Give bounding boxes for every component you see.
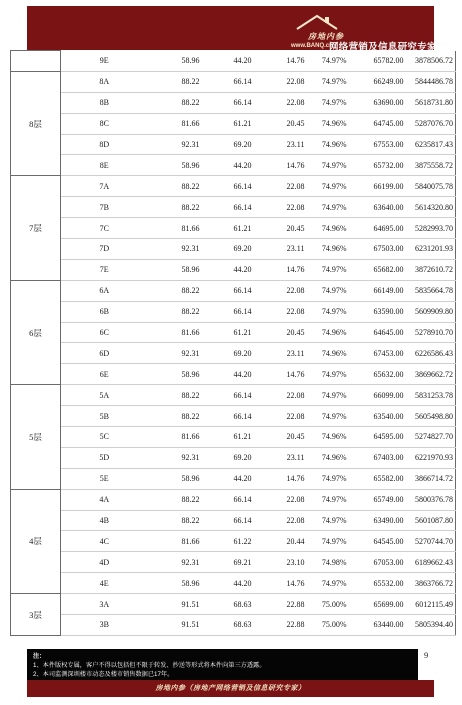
value-cell: 3869662.72 (406, 364, 456, 385)
value-cell: 22.08 (254, 280, 307, 301)
value-cell: 22.08 (254, 71, 307, 92)
value-cell: 88.22 (148, 197, 202, 218)
unit-id-cell: 3B (61, 615, 148, 636)
floor-label: 7层 (11, 176, 61, 280)
value-cell: 74.97% (307, 71, 349, 92)
value-cell: 74.97% (307, 259, 349, 280)
value-cell: 81.66 (148, 113, 202, 134)
value-cell: 44.20 (202, 468, 254, 489)
value-cell: 5800376.78 (406, 489, 456, 510)
value-cell: 58.96 (148, 364, 202, 385)
value-cell: 74.97% (307, 385, 349, 406)
value-cell: 66099.00 (349, 385, 406, 406)
value-cell: 65699.00 (349, 594, 406, 615)
footer-banner (27, 680, 434, 697)
value-cell: 67053.00 (349, 552, 406, 573)
value-cell: 5278910.70 (406, 322, 456, 343)
value-cell: 5270744.70 (406, 531, 456, 552)
value-cell: 22.08 (254, 92, 307, 113)
value-cell: 65632.00 (349, 364, 406, 385)
value-cell: 74.96% (307, 239, 349, 260)
unit-id-cell: 4D (61, 552, 148, 573)
value-cell: 66.14 (202, 489, 254, 510)
footer-text: 房地内参（房地产网络营销及信息研究专家） (155, 684, 306, 692)
table-row (11, 489, 456, 510)
unit-id-cell: 4A (61, 489, 148, 510)
value-cell: 44.20 (202, 51, 254, 72)
value-cell: 91.51 (148, 615, 202, 636)
table-row (11, 427, 456, 448)
table-row (11, 552, 456, 573)
unit-id-cell: 6C (61, 322, 148, 343)
value-cell: 6226586.43 (406, 343, 456, 364)
value-cell: 74.97% (307, 510, 349, 531)
table-row (11, 594, 456, 615)
value-cell: 14.76 (254, 364, 307, 385)
value-cell: 22.08 (254, 301, 307, 322)
value-cell: 6221970.93 (406, 447, 456, 468)
value-cell: 66.14 (202, 280, 254, 301)
value-cell: 14.76 (254, 468, 307, 489)
value-cell: 5287076.70 (406, 113, 456, 134)
value-cell: 67453.00 (349, 343, 406, 364)
unit-id-cell: 8D (61, 134, 148, 155)
value-cell: 3863766.72 (406, 573, 456, 594)
unit-id-cell: 4C (61, 531, 148, 552)
value-cell: 20.45 (254, 218, 307, 239)
value-cell: 69.20 (202, 239, 254, 260)
value-cell: 67553.00 (349, 134, 406, 155)
value-cell: 92.31 (148, 239, 202, 260)
unit-id-cell: 5E (61, 468, 148, 489)
value-cell: 5844486.78 (406, 71, 456, 92)
table-row (11, 322, 456, 343)
value-cell: 5831253.78 (406, 385, 456, 406)
value-cell: 64595.00 (349, 427, 406, 448)
value-cell: 64695.00 (349, 218, 406, 239)
value-cell: 66149.00 (349, 280, 406, 301)
value-cell: 66.14 (202, 510, 254, 531)
value-cell: 81.66 (148, 531, 202, 552)
value-cell: 74.96% (307, 134, 349, 155)
value-cell: 81.66 (148, 322, 202, 343)
value-cell: 20.45 (254, 113, 307, 134)
table-row (11, 71, 456, 92)
value-cell: 20.45 (254, 322, 307, 343)
table-row (11, 155, 456, 176)
value-cell: 74.97% (307, 155, 349, 176)
value-cell: 22.08 (254, 406, 307, 427)
table-row (11, 510, 456, 531)
value-cell: 22.88 (254, 594, 307, 615)
unit-id-cell: 5B (61, 406, 148, 427)
value-cell: 5840075.78 (406, 176, 456, 197)
unit-id-cell: 9E (61, 51, 148, 72)
value-cell: 69.20 (202, 134, 254, 155)
floor-label: 6层 (11, 280, 61, 384)
table-row (11, 531, 456, 552)
unit-pricing-table (10, 50, 455, 636)
table-row (11, 447, 456, 468)
value-cell: 63440.00 (349, 615, 406, 636)
unit-id-cell: 8B (61, 92, 148, 113)
value-cell: 14.76 (254, 155, 307, 176)
value-cell: 5614320.80 (406, 197, 456, 218)
unit-id-cell: 7B (61, 197, 148, 218)
value-cell: 58.96 (148, 468, 202, 489)
value-cell: 61.21 (202, 427, 254, 448)
value-cell: 88.22 (148, 176, 202, 197)
value-cell: 74.97% (307, 197, 349, 218)
value-cell: 3878506.72 (406, 51, 456, 72)
value-cell: 66.14 (202, 197, 254, 218)
header-banner (27, 6, 437, 53)
value-cell: 20.44 (254, 531, 307, 552)
floor-label: 4层 (11, 489, 61, 593)
value-cell: 23.11 (254, 447, 307, 468)
value-cell: 22.08 (254, 176, 307, 197)
value-cell: 66.14 (202, 301, 254, 322)
table-row (11, 573, 456, 594)
value-cell: 5274827.70 (406, 427, 456, 448)
value-cell: 74.96% (307, 322, 349, 343)
value-cell: 67503.00 (349, 239, 406, 260)
value-cell: 44.20 (202, 259, 254, 280)
value-cell: 88.22 (148, 385, 202, 406)
header-title: 网络营销及信息研究专家 (329, 43, 437, 53)
value-cell: 66.14 (202, 71, 254, 92)
value-cell: 88.22 (148, 92, 202, 113)
value-cell: 68.63 (202, 594, 254, 615)
value-cell: 6235817.43 (406, 134, 456, 155)
value-cell: 23.11 (254, 134, 307, 155)
table-row (11, 218, 456, 239)
floor-label: 5层 (11, 385, 61, 489)
value-cell: 5805394.40 (406, 615, 456, 636)
value-cell: 44.20 (202, 573, 254, 594)
unit-id-cell: 7D (61, 239, 148, 260)
value-cell: 64645.00 (349, 322, 406, 343)
value-cell: 74.96% (307, 447, 349, 468)
page-number: 9 (424, 650, 429, 660)
value-cell: 63640.00 (349, 197, 406, 218)
value-cell: 88.22 (148, 510, 202, 531)
value-cell: 22.08 (254, 489, 307, 510)
value-cell: 44.20 (202, 155, 254, 176)
value-cell: 68.63 (202, 615, 254, 636)
table-row (11, 364, 456, 385)
value-cell: 74.97% (307, 51, 349, 72)
value-cell: 65582.00 (349, 468, 406, 489)
table-row (11, 176, 456, 197)
value-cell: 74.97% (307, 280, 349, 301)
unit-id-cell: 6E (61, 364, 148, 385)
unit-id-cell: 4B (61, 510, 148, 531)
value-cell: 88.22 (148, 301, 202, 322)
value-cell: 64745.00 (349, 113, 406, 134)
value-cell: 74.97% (307, 468, 349, 489)
value-cell: 92.31 (148, 343, 202, 364)
value-cell: 66199.00 (349, 176, 406, 197)
table-row (11, 301, 456, 322)
unit-id-cell: 3A (61, 594, 148, 615)
value-cell: 3866714.72 (406, 468, 456, 489)
value-cell: 74.96% (307, 427, 349, 448)
unit-id-cell: 6B (61, 301, 148, 322)
value-cell: 22.08 (254, 385, 307, 406)
value-cell: 74.96% (307, 218, 349, 239)
table-row (11, 343, 456, 364)
value-cell: 22.08 (254, 510, 307, 531)
value-cell: 22.08 (254, 197, 307, 218)
unit-id-cell: 4E (61, 573, 148, 594)
value-cell: 88.22 (148, 280, 202, 301)
value-cell: 63690.00 (349, 92, 406, 113)
value-cell: 14.76 (254, 51, 307, 72)
value-cell: 5609909.80 (406, 301, 456, 322)
unit-id-cell: 8A (61, 71, 148, 92)
floor-label: 3层 (11, 594, 61, 636)
value-cell: 88.22 (148, 406, 202, 427)
value-cell: 44.20 (202, 364, 254, 385)
unit-id-cell: 7A (61, 176, 148, 197)
value-cell: 74.97% (307, 489, 349, 510)
value-cell: 81.66 (148, 427, 202, 448)
value-cell: 6189662.43 (406, 552, 456, 573)
value-cell: 23.11 (254, 239, 307, 260)
value-cell: 66.14 (202, 176, 254, 197)
note-item-1: 1、本件版权专属，客户不得以包括但不限于转发、抄送等形式将本件向第三方透露。 (33, 662, 266, 669)
value-cell: 88.22 (148, 71, 202, 92)
value-cell: 20.45 (254, 427, 307, 448)
value-cell: 58.96 (148, 51, 202, 72)
value-cell: 74.97% (307, 92, 349, 113)
value-cell: 5618731.80 (406, 92, 456, 113)
table-row (11, 113, 456, 134)
value-cell: 66.14 (202, 385, 254, 406)
table-row (11, 134, 456, 155)
unit-id-cell: 8C (61, 113, 148, 134)
value-cell: 74.98% (307, 552, 349, 573)
value-cell: 61.21 (202, 113, 254, 134)
table-row (11, 385, 456, 406)
value-cell: 5835664.78 (406, 280, 456, 301)
value-cell: 88.22 (148, 489, 202, 510)
value-cell: 23.11 (254, 343, 307, 364)
value-cell: 67403.00 (349, 447, 406, 468)
value-cell: 5605498.80 (406, 406, 456, 427)
table-row (11, 280, 456, 301)
value-cell: 5601087.80 (406, 510, 456, 531)
value-cell: 65732.00 (349, 155, 406, 176)
table-row (11, 406, 456, 427)
unit-id-cell: 5A (61, 385, 148, 406)
value-cell: 64545.00 (349, 531, 406, 552)
unit-id-cell: 5D (61, 447, 148, 468)
value-cell: 74.97% (307, 531, 349, 552)
value-cell: 23.10 (254, 552, 307, 573)
value-cell: 3872610.72 (406, 259, 456, 280)
unit-id-cell: 6D (61, 343, 148, 364)
value-cell: 74.97% (307, 573, 349, 594)
unit-id-cell: 7E (61, 259, 148, 280)
value-cell: 66.14 (202, 406, 254, 427)
value-cell: 14.76 (254, 259, 307, 280)
table-row (11, 92, 456, 113)
table-row (11, 51, 456, 72)
unit-id-cell: 8E (61, 155, 148, 176)
value-cell: 58.96 (148, 155, 202, 176)
value-cell: 92.31 (148, 447, 202, 468)
notes-heading: 注： (33, 653, 46, 660)
value-cell: 66249.00 (349, 71, 406, 92)
value-cell: 3875558.72 (406, 155, 456, 176)
value-cell: 61.21 (202, 322, 254, 343)
value-cell: 69.21 (202, 552, 254, 573)
value-cell: 92.31 (148, 134, 202, 155)
value-cell: 74.97% (307, 176, 349, 197)
brand-name: 房地内参 (308, 32, 344, 41)
value-cell: 58.96 (148, 259, 202, 280)
table-body (11, 51, 456, 636)
unit-id-cell: 5C (61, 427, 148, 448)
value-cell: 69.20 (202, 447, 254, 468)
house-roof-icon (295, 14, 339, 32)
value-cell: 61.22 (202, 531, 254, 552)
value-cell: 74.97% (307, 406, 349, 427)
value-cell: 22.88 (254, 615, 307, 636)
value-cell: 6012115.49 (406, 594, 456, 615)
value-cell: 58.96 (148, 573, 202, 594)
table-row (11, 239, 456, 260)
table-row (11, 615, 456, 636)
value-cell: 14.76 (254, 573, 307, 594)
unit-id-cell: 6A (61, 280, 148, 301)
value-cell: 65782.00 (349, 51, 406, 72)
value-cell: 69.20 (202, 343, 254, 364)
value-cell: 66.14 (202, 92, 254, 113)
value-cell: 63490.00 (349, 510, 406, 531)
value-cell: 61.21 (202, 218, 254, 239)
value-cell: 74.97% (307, 301, 349, 322)
value-cell: 65682.00 (349, 259, 406, 280)
value-cell: 91.51 (148, 594, 202, 615)
value-cell: 5282993.70 (406, 218, 456, 239)
table-row (11, 468, 456, 489)
value-cell: 74.96% (307, 113, 349, 134)
table-row (11, 259, 456, 280)
value-cell: 74.97% (307, 364, 349, 385)
value-cell: 65532.00 (349, 573, 406, 594)
floor-label: 8层 (11, 71, 61, 175)
brand-url: www.BANQ.cn (291, 43, 333, 49)
floor-label (11, 51, 61, 72)
value-cell: 74.96% (307, 343, 349, 364)
value-cell: 81.66 (148, 218, 202, 239)
value-cell: 63590.00 (349, 301, 406, 322)
note-item-2: 2、本司监测深圳楼市动态及楼市销售数据已17年。 (33, 671, 174, 678)
value-cell: 65749.00 (349, 489, 406, 510)
value-cell: 6231201.93 (406, 239, 456, 260)
value-cell: 92.31 (148, 552, 202, 573)
unit-id-cell: 7C (61, 218, 148, 239)
value-cell: 63540.00 (349, 406, 406, 427)
value-cell: 75.00% (307, 615, 349, 636)
table-row (11, 197, 456, 218)
value-cell: 75.00% (307, 594, 349, 615)
